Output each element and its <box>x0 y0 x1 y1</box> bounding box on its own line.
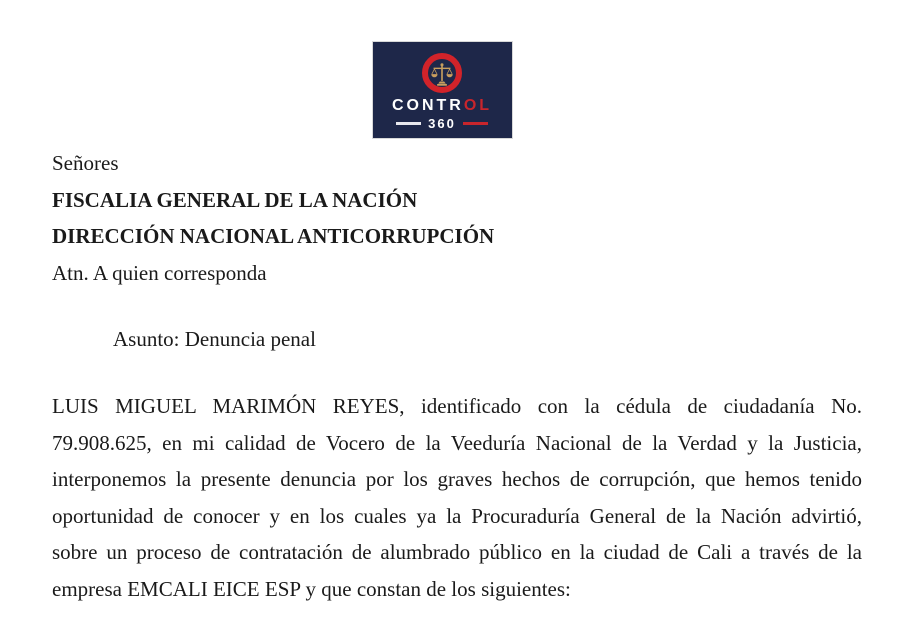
body-line: 79.908.625, en mi calidad de Vocero de la Veeduría Nacional de la Verdad y la Justicia, <box>52 430 862 455</box>
control360-logo <box>373 42 512 138</box>
logo-number: 360 <box>428 115 456 131</box>
body-line: sobre un proceso de contratación de alumbrado público en la ciudad de Cali a través de la <box>52 540 862 565</box>
logo-container <box>52 42 832 138</box>
recipient-entity: FISCALIA GENERAL DE LA NACIÓN <box>52 187 418 212</box>
logo-subline <box>396 117 488 130</box>
body-paragraph <box>52 388 862 608</box>
body-line: interponemos la presente denuncia por los graves hechos de corrupción, que hemos tenido <box>52 467 862 492</box>
salutation: Señores <box>52 151 119 175</box>
logo-text-main: CONTR <box>391 96 464 114</box>
logo-dash-right <box>463 122 488 125</box>
attention-line: Atn. A quien corresponda <box>52 260 267 285</box>
logo-wordmark <box>392 98 492 114</box>
red-ring-icon <box>422 53 462 93</box>
scales-of-justice-icon <box>429 62 455 88</box>
body-line: empresa EMCALI EICE ESP y que constan de los siguientes: <box>52 576 571 601</box>
letter-body <box>52 145 862 608</box>
body-line: LUIS MIGUEL MARIMÓN REYES, identificado con la cédula de ciudadanía No. <box>52 393 862 418</box>
logo-text-accent: OL <box>463 96 493 114</box>
logo-dash-left <box>396 122 421 125</box>
subject-line: Asunto: Denuncia penal <box>113 327 316 352</box>
recipient-department: DIRECCIÓN NACIONAL ANTICORRUPCIÓN <box>52 224 495 249</box>
body-line: oportunidad de conocer y en los cuales ya la Procuraduría General de la Nación advirtió, <box>52 503 862 528</box>
